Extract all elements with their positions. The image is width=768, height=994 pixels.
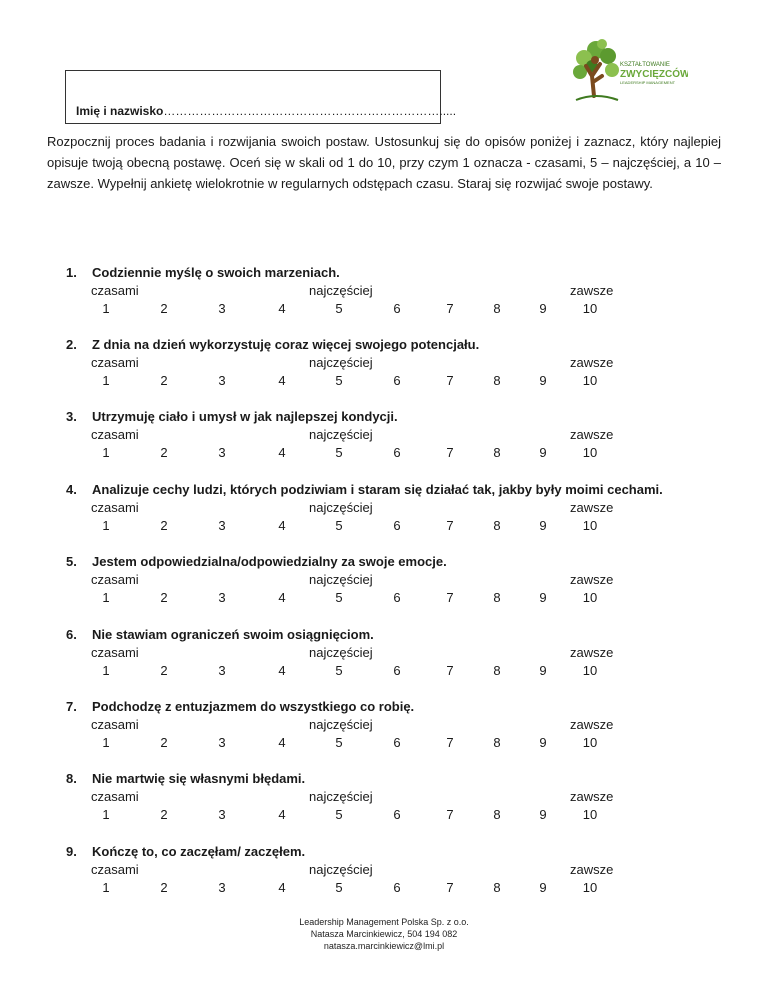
rating-option-1[interactable]: 1	[102, 445, 110, 460]
rating-option-1[interactable]: 1	[102, 590, 110, 605]
rating-option-5[interactable]: 5	[335, 663, 343, 678]
name-dots: …………………………………………………………….....	[163, 104, 457, 118]
question-2	[0, 337, 768, 407]
scale-label-high: zawsze	[570, 717, 614, 732]
scale-label-high: zawsze	[570, 500, 614, 515]
rating-option-6[interactable]: 6	[393, 445, 401, 460]
rating-option-1[interactable]: 1	[102, 373, 110, 388]
rating-option-5[interactable]: 5	[335, 301, 343, 316]
rating-option-2[interactable]: 2	[160, 880, 168, 895]
scale-label-high: zawsze	[570, 645, 614, 660]
rating-option-2[interactable]: 2	[160, 663, 168, 678]
rating-option-6[interactable]: 6	[393, 735, 401, 750]
scale-label-low: czasami	[91, 717, 139, 732]
rating-option-4[interactable]: 4	[278, 663, 286, 678]
rating-option-5[interactable]: 5	[335, 807, 343, 822]
rating-option-8[interactable]: 8	[493, 301, 501, 316]
scale-label-low: czasami	[91, 500, 139, 515]
question-text: Nie martwię się własnymi błędami.	[92, 771, 306, 786]
question-5	[0, 554, 768, 624]
rating-option-7[interactable]: 7	[446, 590, 454, 605]
rating-scale	[0, 880, 768, 898]
scale-label-mid: najczęściej	[309, 572, 373, 587]
rating-option-10[interactable]: 10	[582, 663, 598, 678]
question-4	[0, 482, 768, 552]
question-number: 7.	[66, 699, 77, 714]
rating-option-9[interactable]: 9	[539, 373, 547, 388]
rating-option-2[interactable]: 2	[160, 807, 168, 822]
rating-option-10[interactable]: 10	[582, 880, 598, 895]
rating-option-4[interactable]: 4	[278, 590, 286, 605]
rating-option-9[interactable]: 9	[539, 880, 547, 895]
footer	[0, 916, 768, 952]
scale-label-mid: najczęściej	[309, 283, 373, 298]
question-1	[0, 265, 768, 335]
rating-option-4[interactable]: 4	[278, 735, 286, 750]
scale-label-mid: najczęściej	[309, 862, 373, 877]
rating-option-7[interactable]: 7	[446, 301, 454, 316]
rating-option-7[interactable]: 7	[446, 880, 454, 895]
rating-option-4[interactable]: 4	[278, 373, 286, 388]
question-number: 6.	[66, 627, 77, 642]
rating-option-10[interactable]: 10	[582, 301, 598, 316]
rating-option-1[interactable]: 1	[102, 880, 110, 895]
rating-option-2[interactable]: 2	[160, 373, 168, 388]
scale-label-mid: najczęściej	[309, 355, 373, 370]
rating-option-6[interactable]: 6	[393, 807, 401, 822]
rating-option-10[interactable]: 10	[582, 807, 598, 822]
rating-option-4[interactable]: 4	[278, 518, 286, 533]
logo-text-bottom: LEADERSHIP MANAGEMENT	[620, 80, 676, 85]
rating-option-2[interactable]: 2	[160, 735, 168, 750]
rating-option-3[interactable]: 3	[218, 445, 226, 460]
question-9	[0, 844, 768, 914]
logo	[562, 36, 688, 106]
rating-option-6[interactable]: 6	[393, 301, 401, 316]
question-text: Jestem odpowiedzialna/odpowiedzialny za swoje emocje.	[92, 554, 447, 569]
tree-logo-icon	[562, 36, 688, 106]
name-field-box[interactable]	[65, 70, 457, 124]
scale-label-low: czasami	[91, 355, 139, 370]
logo-text-top: KSZTAŁTOWANIE	[620, 62, 670, 68]
rating-scale	[0, 735, 768, 753]
rating-option-7[interactable]: 7	[446, 518, 454, 533]
scale-label-mid: najczęściej	[309, 789, 373, 804]
rating-option-8[interactable]: 8	[493, 880, 501, 895]
rating-option-1[interactable]: 1	[102, 807, 110, 822]
rating-option-7[interactable]: 7	[446, 735, 454, 750]
rating-option-10[interactable]: 10	[582, 518, 598, 533]
rating-option-3[interactable]: 3	[218, 880, 226, 895]
rating-option-5[interactable]: 5	[335, 735, 343, 750]
rating-option-6[interactable]: 6	[393, 518, 401, 533]
rating-option-2[interactable]: 2	[160, 301, 168, 316]
rating-option-8[interactable]: 8	[493, 663, 501, 678]
rating-option-8[interactable]: 8	[493, 807, 501, 822]
question-text: Codziennie myślę o swoich marzeniach.	[92, 265, 340, 280]
scale-label-mid: najczęściej	[309, 500, 373, 515]
rating-scale	[0, 807, 768, 825]
rating-option-2[interactable]: 2	[160, 518, 168, 533]
scale-label-high: zawsze	[570, 789, 614, 804]
question-number: 5.	[66, 554, 77, 569]
rating-option-5[interactable]: 5	[335, 880, 343, 895]
rating-option-9[interactable]: 9	[539, 301, 547, 316]
question-number: 9.	[66, 844, 77, 859]
scale-label-high: zawsze	[570, 355, 614, 370]
rating-option-10[interactable]: 10	[582, 445, 598, 460]
question-text: Z dnia na dzień wykorzystuję coraz więcej swojego potencjału.	[92, 337, 480, 352]
rating-option-8[interactable]: 8	[493, 445, 501, 460]
rating-scale	[0, 663, 768, 681]
rating-option-1[interactable]: 1	[102, 663, 110, 678]
rating-option-9[interactable]: 9	[539, 445, 547, 460]
question-text: Utrzymuję ciało i umysł w jak najlepszej kondycji.	[92, 409, 398, 424]
scale-label-low: czasami	[91, 283, 139, 298]
scale-label-high: zawsze	[570, 283, 614, 298]
question-7	[0, 699, 768, 769]
rating-option-1[interactable]: 1	[102, 735, 110, 750]
rating-option-8[interactable]: 8	[493, 373, 501, 388]
rating-option-2[interactable]: 2	[160, 590, 168, 605]
rating-option-3[interactable]: 3	[218, 663, 226, 678]
rating-option-3[interactable]: 3	[218, 518, 226, 533]
instructions-paragraph: Rozpocznij proces badania i rozwijania swoich postaw. Ustosunkuj się do opisów poniżej i zaznacz, który najlepiej opisuje twoją obecną postawę. Oceń się w skali od 1 do 10, przy czym 1 oznacza - czasami, 5 – najczęściej, a 10 – zawsze. Wypełnij ankietę wielokrotnie w regularnych odstępach czasu. Staraj się rozwijać swoje postawy.	[47, 134, 721, 191]
name-field[interactable]	[76, 104, 456, 118]
footer-contact: Natasza Marcinkiewicz, 504 194 082	[310, 929, 458, 939]
rating-option-3[interactable]: 3	[218, 301, 226, 316]
scale-label-high: zawsze	[570, 572, 614, 587]
question-number: 3.	[66, 409, 77, 424]
rating-option-7[interactable]: 7	[446, 807, 454, 822]
rating-option-4[interactable]: 4	[278, 445, 286, 460]
rating-option-5[interactable]: 5	[335, 445, 343, 460]
rating-option-9[interactable]: 9	[539, 590, 547, 605]
question-3	[0, 409, 768, 479]
question-text: Nie stawiam ograniczeń swoim osiągnięciom.	[92, 627, 374, 642]
question-text: Kończę to, co zaczęłam/ zaczęłem.	[92, 844, 306, 859]
scale-label-high: zawsze	[570, 862, 614, 877]
rating-option-4[interactable]: 4	[278, 880, 286, 895]
rating-option-1[interactable]: 1	[102, 518, 110, 533]
scale-label-high: zawsze	[570, 427, 614, 442]
rating-option-9[interactable]: 9	[539, 663, 547, 678]
question-number: 2.	[66, 337, 77, 352]
rating-option-4[interactable]: 4	[278, 807, 286, 822]
rating-option-3[interactable]: 3	[218, 807, 226, 822]
footer-company: Leadership Management Polska Sp. z o.o.	[299, 917, 469, 927]
rating-option-7[interactable]: 7	[446, 663, 454, 678]
question-number: 8.	[66, 771, 77, 786]
rating-option-7[interactable]: 7	[446, 373, 454, 388]
rating-option-8[interactable]: 8	[493, 590, 501, 605]
scale-label-low: czasami	[91, 427, 139, 442]
rating-option-5[interactable]: 5	[335, 373, 343, 388]
name-label: Imię i nazwisko	[76, 104, 164, 118]
rating-scale	[0, 301, 768, 319]
rating-scale	[0, 373, 768, 391]
rating-scale	[0, 590, 768, 608]
rating-scale	[0, 518, 768, 536]
rating-option-2[interactable]: 2	[160, 445, 168, 460]
question-number: 4.	[66, 482, 77, 497]
scale-label-mid: najczęściej	[309, 717, 373, 732]
rating-option-5[interactable]: 5	[335, 518, 343, 533]
scale-label-low: czasami	[91, 572, 139, 587]
rating-option-3[interactable]: 3	[218, 735, 226, 750]
rating-option-6[interactable]: 6	[393, 373, 401, 388]
rating-option-6[interactable]: 6	[393, 880, 401, 895]
rating-option-7[interactable]: 7	[446, 445, 454, 460]
rating-option-9[interactable]: 9	[539, 518, 547, 533]
scale-label-low: czasami	[91, 862, 139, 877]
rating-scale	[0, 445, 768, 463]
question-number: 1.	[66, 265, 77, 280]
rating-option-3[interactable]: 3	[218, 373, 226, 388]
rating-option-8[interactable]: 8	[493, 518, 501, 533]
rating-option-5[interactable]: 5	[335, 590, 343, 605]
rating-option-3[interactable]: 3	[218, 590, 226, 605]
rating-option-4[interactable]: 4	[278, 301, 286, 316]
question-text: Analizuje cechy ludzi, których podziwiam i staram się działać tak, jakby były moimi cechami.	[92, 482, 663, 497]
question-text: Podchodzę z entuzjazmem do wszystkiego co robię.	[92, 699, 415, 714]
logo-text-main: ZWYCIĘZCÓW	[620, 69, 688, 80]
scale-label-mid: najczęściej	[309, 645, 373, 660]
rating-option-10[interactable]: 10	[582, 590, 598, 605]
rating-option-6[interactable]: 6	[393, 590, 401, 605]
scale-label-mid: najczęściej	[309, 427, 373, 442]
scale-label-low: czasami	[91, 789, 139, 804]
rating-option-6[interactable]: 6	[393, 663, 401, 678]
question-6	[0, 627, 768, 697]
rating-option-10[interactable]: 10	[582, 373, 598, 388]
rating-option-9[interactable]: 9	[539, 735, 547, 750]
scale-label-low: czasami	[91, 645, 139, 660]
rating-option-9[interactable]: 9	[539, 807, 547, 822]
rating-option-10[interactable]: 10	[582, 735, 598, 750]
question-8	[0, 771, 768, 841]
footer-email: natasza.marcinkiewicz@lmi.pl	[323, 941, 445, 951]
rating-option-1[interactable]: 1	[102, 301, 110, 316]
rating-option-8[interactable]: 8	[493, 735, 501, 750]
